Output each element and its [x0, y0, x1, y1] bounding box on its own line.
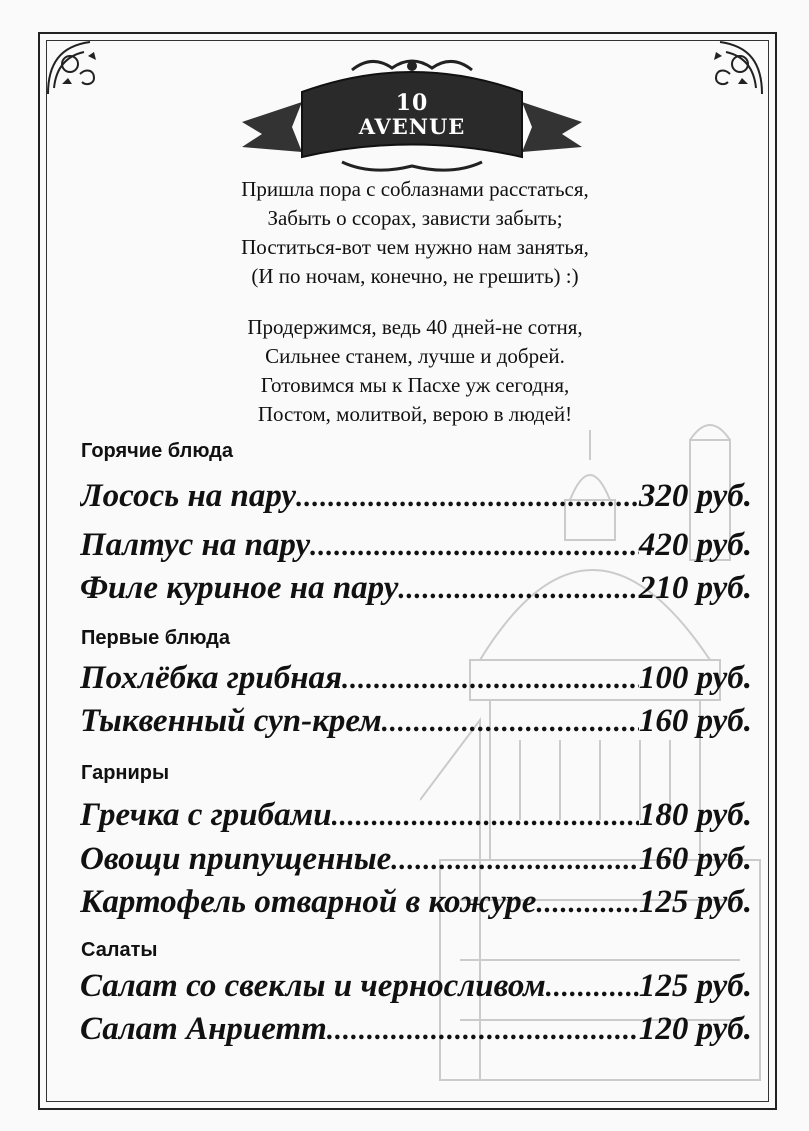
menu-item-price: 320 руб. [638, 478, 752, 514]
corner-ornament-icon [700, 34, 770, 104]
section-title-side-dishes: Гарниры [81, 762, 170, 784]
section-title-salads: Салаты [81, 939, 158, 961]
menu-item [80, 884, 752, 921]
menu-item-name: Овощи припущенные [80, 841, 392, 877]
leader-dots [382, 707, 639, 739]
poem-line: (И по ночам, конечно, не грешить) :) [251, 264, 579, 288]
menu-item-name: Филе куриное на пару [80, 570, 399, 606]
poem-stanza-2 [100, 313, 730, 429]
leader-dots [296, 482, 639, 514]
menu-item [80, 797, 752, 834]
leader-dots [398, 574, 638, 606]
poem-line: Постом, молитвой, верою в людей! [257, 402, 573, 426]
menu-item-price: 125 руб. [638, 884, 752, 920]
menu-item [80, 478, 752, 515]
menu-item-name: Салат со свеклы и черносливом [80, 968, 546, 1004]
menu-item-price: 100 руб. [638, 660, 752, 696]
leader-dots [546, 972, 639, 1004]
corner-ornament-icon [40, 34, 110, 104]
leader-dots [536, 888, 638, 920]
menu-item-name: Похлёбка грибная [80, 660, 343, 696]
menu-item-name: Картофель отварной в кожуре [80, 884, 537, 920]
menu-item-name: Тыквенный суп-крем [80, 703, 382, 739]
menu-item [80, 660, 752, 697]
menu-item-name: Лосось на пару [80, 478, 297, 514]
menu-item-price: 180 руб. [638, 797, 752, 833]
poem-line: Пришла пора с соблазнами расстаться, [241, 177, 589, 201]
menu-item-name: Салат Анриетт [80, 1011, 327, 1047]
leader-dots [391, 845, 639, 877]
menu-item-price: 160 руб. [638, 841, 752, 877]
menu-item [80, 968, 752, 1005]
menu-item-price: 160 руб. [638, 703, 752, 739]
restaurant-logo [232, 52, 592, 182]
leader-dots [342, 664, 639, 696]
menu-item [80, 841, 752, 878]
leader-dots [310, 531, 639, 563]
leader-dots [327, 1015, 639, 1047]
menu-item [80, 527, 752, 564]
logo-name: AVENUE [358, 114, 466, 139]
menu-item [80, 703, 752, 740]
menu-item-price: 125 руб. [638, 968, 752, 1004]
menu-item-name: Гречка с грибами [80, 797, 332, 833]
menu-item [80, 1011, 752, 1048]
poem-stanza-1 [100, 175, 730, 291]
leader-dots [332, 801, 639, 833]
poem-line: Поститься-вот чем нужно нам занятья, [241, 235, 589, 259]
logo-number: 10 [395, 90, 429, 116]
menu-item-price: 210 руб. [638, 570, 752, 606]
menu-item [80, 570, 752, 607]
poem-line: Сильнее станем, лучше и добрей. [265, 344, 565, 368]
menu-item-price: 120 руб. [638, 1011, 752, 1047]
poem-line: Забыть о ссорах, зависти забыть; [267, 206, 563, 230]
poem-line: Продержимся, ведь 40 дней-не сотня, [247, 315, 583, 339]
poem-line: Готовимся мы к Пасхе уж сегодня, [260, 373, 570, 397]
section-title-first-courses: Первые блюда [81, 627, 230, 649]
menu-item-name: Палтус на пару [80, 527, 311, 563]
section-title-hot-dishes: Горячие блюда [81, 440, 233, 462]
menu-item-price: 420 руб. [638, 527, 752, 563]
